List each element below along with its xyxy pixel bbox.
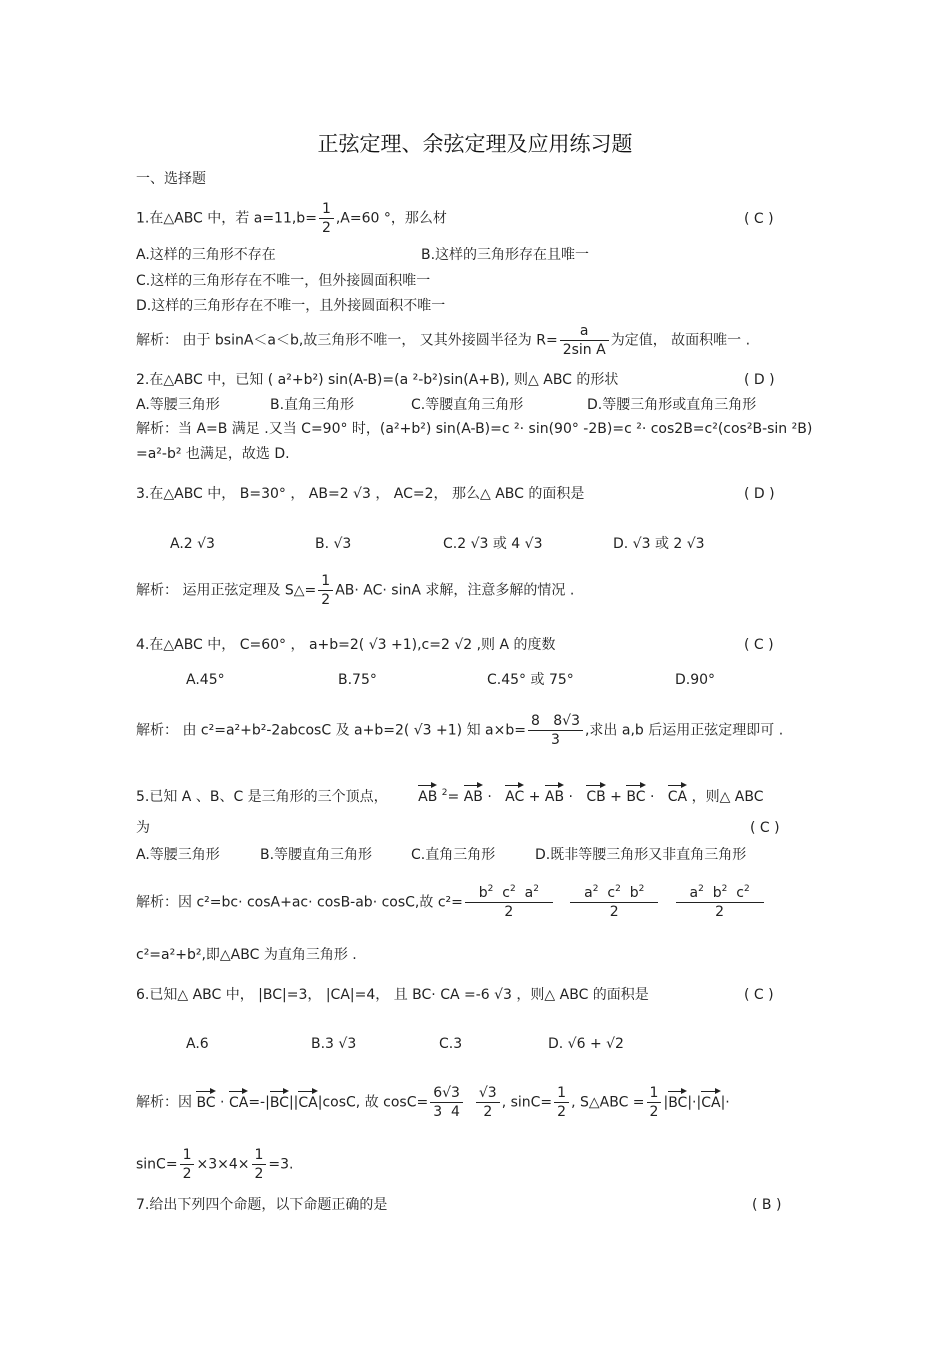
q6-option-b: B.3 √3 [311,1036,357,1052]
q3-analysis-b: AB· AC· sinA 求解，注意多解的情况 . [335,582,575,599]
page-title: 正弦定理、余弦定理及应用练习题 [317,132,633,156]
q6-analysis-b: =-| [248,1094,270,1111]
q1-analysis-b: 为定值， 故面积唯一 . [610,332,751,349]
q2-analysis-line2: =a²-b² 也满足，故选 D. [136,446,290,462]
q5-stem-b: ，则△ ABC [691,789,764,805]
q2-option-a: A.等腰三角形 [136,397,220,413]
q6-option-a: A.6 [186,1036,209,1052]
q6-option-d: D. √6 + √2 [548,1036,624,1052]
q3-stem: 3.在△ABC 中， B=30° ， AB=2 √3 ， AC=2， 那么△ ABC 的面积是 [136,486,585,502]
q6-analysis-f: , S△ABC = [571,1094,645,1111]
q6-sin-fraction: $\frac{1}{2}$ [554,1084,569,1121]
q6-analysis: 解析：因 BC · CA=-|BC||CA|cosC, 故 cosC= $\frac{6√3}{3 4}$ $\frac{√3}{2}$ , sinC= $\frac{1}{2}$ , S△ABC = $\frac{1}{2}$ |BC|·|CA|· [136,1085,730,1120]
q1-fraction: $\frac{1}{2}$ [319,200,334,237]
q6-half-1: $\frac{1}{2}$ [180,1146,195,1183]
q5-answer: ( C ) [750,820,780,836]
q1-analysis-a: 解析： 由于 bsinA＜a＜b,故三角形不唯一， 又其外接圆半径为 R= [136,332,558,349]
q4-option-d: D.90° [675,672,716,688]
q3-option-c: C.2 √3 或 4 √3 [443,536,543,552]
q5-stem [136,783,764,806]
q4-stem: 4.在△ABC 中， C=60° ， a+b=2( √3 +1),c=2 √2 ,则 A 的度数 [136,637,556,653]
q2-answer: ( D ) [744,372,775,388]
q3-half-fraction: $\frac{1}{2}$ [318,572,333,609]
q6-option-c: C.3 [439,1036,463,1052]
q4-analysis-a: 解析： 由 c²=a²+b²-2abcosC 及 a+b=2( √3 +1) 知 a×b= [136,722,526,739]
q6-cos-fraction: $\frac{6√3}{3 4}$ [430,1084,463,1121]
q2-analysis-line1: 解析：当 A=B 满足 .又当 C=90° 时，(a²+b²) sin(A-B)=c ²· sin(90° -2B)=c ²· cos2B=c²(cos²B-sin ²B) [136,421,813,437]
q4-answer: ( C ) [744,637,774,653]
q6-analysis-2b: ×3×4× [196,1156,250,1173]
q6-sqrt3-half: $\frac{√3}{2}$ [476,1084,500,1121]
q3-answer: ( D ) [744,486,775,502]
q4-option-a: A.45° [186,672,225,688]
q6-analysis-c: || [288,1094,299,1111]
q6-analysis-line2 [136,1146,294,1183]
q5-fraction-2: $\frac{a^2 c^2 b^2}{2}$ [570,884,658,921]
q5-vector-equation: AB $^2$= AB · AC + AB · CB + BC · CA [418,789,687,805]
q1-radius-fraction: $\frac{a}{\text{2sin A}}$ [560,322,609,359]
q1-option-a: A.这样的三角形不存在 [136,247,276,263]
q5-analysis-line2: c²=a²+b²,即△ABC 为直角三角形 . [136,947,357,963]
q4-option-b: B.75° [338,672,377,688]
q6-analysis-e: , sinC= [501,1094,553,1111]
q1-stem [136,200,447,237]
q5-option-d: D.既非等腰三角形又非直角三角形 [535,847,747,863]
q1-analysis [136,322,750,359]
section-heading: 一、选择题 [136,171,206,187]
q2-option-d: D.等腰三角形或直角三角形 [587,397,757,413]
q5-analysis-a: 解析：因 c²=bc· cosA+ac· cosB-ab· cosC,故 c²= [136,894,463,911]
q3-option-b: B. √3 [315,536,352,552]
q3-option-d: D. √3 或 2 √3 [613,536,705,552]
q3-option-a: A.2 √3 [170,536,215,552]
q7-answer: ( B ) [752,1197,782,1213]
q7-stem: 7.给出下列四个命题，以下命题正确的是 [136,1197,388,1213]
q3-analysis [136,572,574,609]
q2-option-c: C.等腰直角三角形 [411,397,524,413]
q1-option-c: C.这样的三角形存在不唯一，但外接圆面积唯一 [136,273,431,289]
q1-option-b: B.这样的三角形存在且唯一 [421,247,590,263]
q1-option-d: D.这样的三角形存在不唯一，且外接圆面积不唯一 [136,298,446,314]
q4-analysis [136,712,783,749]
q6-answer: ( C ) [744,987,774,1003]
q6-analysis-a: 解析：因 [136,1094,192,1111]
q5-fraction-1: $\frac{b^2 c^2 a^2}{2}$ [465,884,553,921]
q6-analysis-h: |· [720,1094,730,1111]
q3-analysis-a: 解析： 运用正弦定理及 S△= [136,582,317,599]
q6-analysis-g: |· [687,1094,697,1111]
q5-fraction-3: $\frac{a^2 b^2 c^2}{2}$ [676,884,764,921]
q6-stem: 6.已知△ ABC 中， |BC|=3， |CA|=4， 且 BC· CA =-6 √3 ，则△ ABC 的面积是 [136,987,649,1003]
q6-area-half: $\frac{1}{2}$ [647,1084,662,1121]
q5-option-a: A.等腰三角形 [136,847,220,863]
q6-analysis-d: |cosC, 故 cosC= [317,1094,429,1111]
q6-half-2: $\frac{1}{2}$ [252,1146,267,1183]
q4-analysis-b: ,求出 a,b 后运用正弦定理即可 . [584,722,784,739]
q5-option-b: B.等腰直角三角形 [260,847,373,863]
q2-stem: 2.在△ABC 中，已知 ( a²+b²) sin(A-B)=(a ²-b²)sin(A+B), 则△ ABC 的形状 [136,372,619,388]
q1-stem-b: ,A=60 °，那么材 [335,210,447,227]
q5-stem-c: 为 [136,820,150,836]
q6-analysis-2c: =3. [268,1156,294,1173]
q4-option-c: C.45° 或 75° [487,672,574,688]
q6-analysis-2a: sinC= [136,1156,178,1173]
q5-analysis [136,884,766,921]
q5-option-c: C.直角三角形 [411,847,496,863]
q1-stem-a: 1.在△ABC 中，若 a=11,b= [136,210,317,227]
q1-answer: ( C ) [744,211,774,227]
q5-stem-a: 5.已知 A 、B、C 是三角形的三个顶点， [136,789,388,805]
q4-product-fraction: $\frac{8 8√3}{3}$ [528,712,583,749]
q2-option-b: B.直角三角形 [270,397,355,413]
